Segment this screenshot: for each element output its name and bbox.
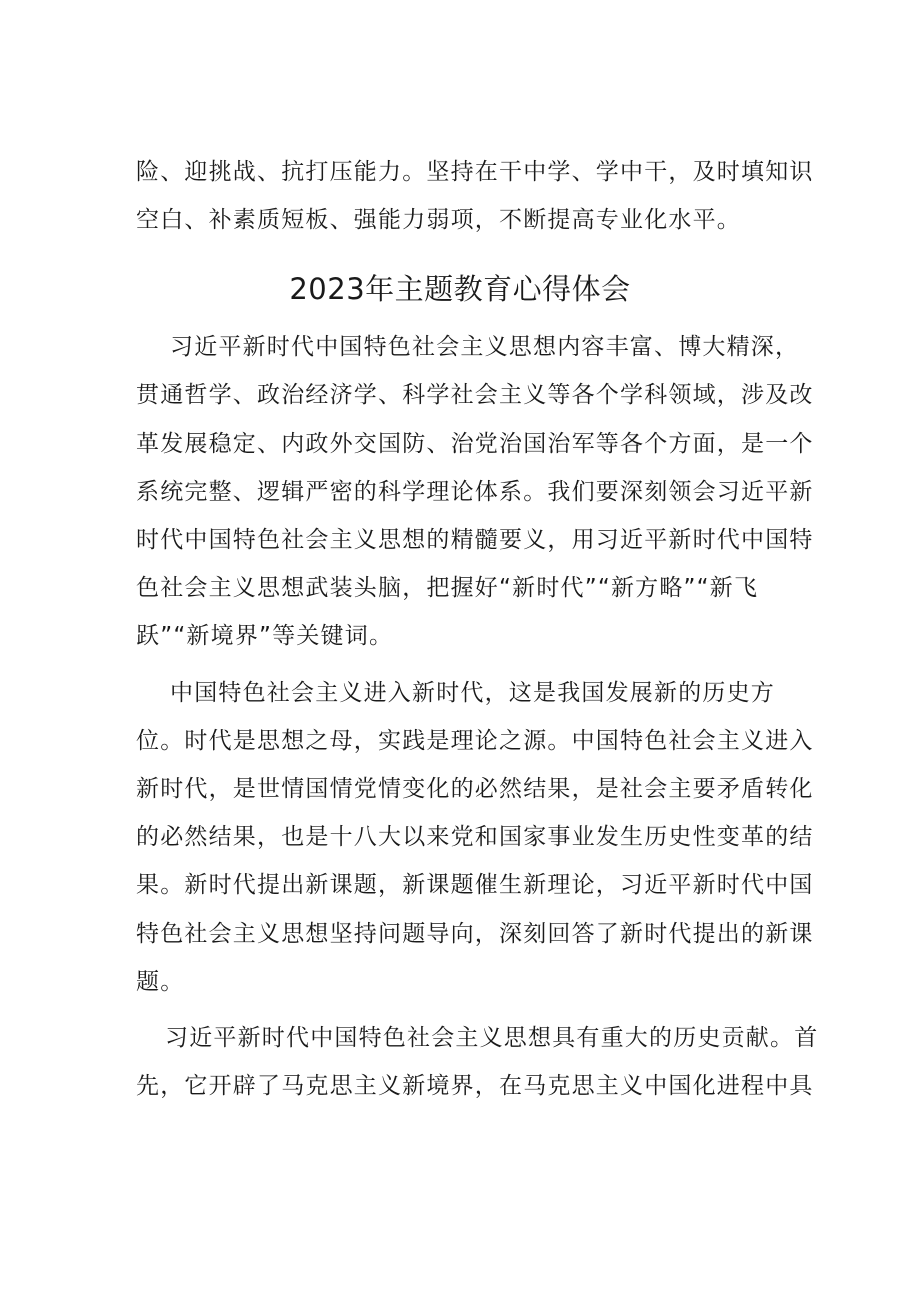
paragraph-line: 果。新时代提出新课题，新课题催生新理论，习近平新时代中国 <box>136 872 814 898</box>
intro-line: 空白、补素质短板、强能力弱项，不断提高专业化水平。 <box>136 207 741 233</box>
paragraph-line: 习近平新时代中国特色社会主义思想具有重大的历史贡献。首 <box>165 1025 819 1051</box>
paragraph-line: 革发展稳定、内政外交国防、治党治国治军等各个方面，是一个 <box>136 431 814 457</box>
paragraph-line: 跃”“新境界”等关键词。 <box>136 623 394 649</box>
paragraph-line: 位。时代是思想之母，实践是理论之源。中国特色社会主义进入 <box>136 728 814 754</box>
paragraph-line: 特色社会主义思想坚持问题导向，深刻回答了新时代提出的新课 <box>136 921 814 947</box>
paragraph-line: 色社会主义思想武装头脑，把握好“新时代”“新方略”“新飞 <box>136 575 759 601</box>
paragraph-line: 中国特色社会主义进入新时代，这是我国发展新的历史方 <box>170 680 775 706</box>
intro-line: 险、迎挑战、抗打压能力。坚持在干中学、学中干，及时填知识 <box>136 159 814 185</box>
document-title: 2023年主题教育心得体会 <box>289 272 631 306</box>
paragraph-line: 新时代，是世情国情党情变化的必然结果，是社会主要矛盾转化 <box>136 776 814 802</box>
paragraph-line: 贯通哲学、政治经济学、科学社会主义等各个学科领域，涉及改 <box>136 382 814 408</box>
paragraph-line: 系统完整、逻辑严密的科学理论体系。我们要深刻领会习近平新 <box>136 479 814 505</box>
paragraph-line: 习近平新时代中国特色社会主义思想内容丰富、博大精深， <box>170 334 800 360</box>
paragraph-line: 时代中国特色社会主义思想的精髓要义，用习近平新时代中国特 <box>136 527 814 553</box>
paragraph-line: 先，它开辟了马克思主义新境界，在马克思主义中国化进程中具 <box>136 1073 814 1099</box>
paragraph-line: 题。 <box>136 969 185 995</box>
paragraph-line: 的必然结果，也是十八大以来党和国家事业发生历史性变革的结 <box>136 824 814 850</box>
